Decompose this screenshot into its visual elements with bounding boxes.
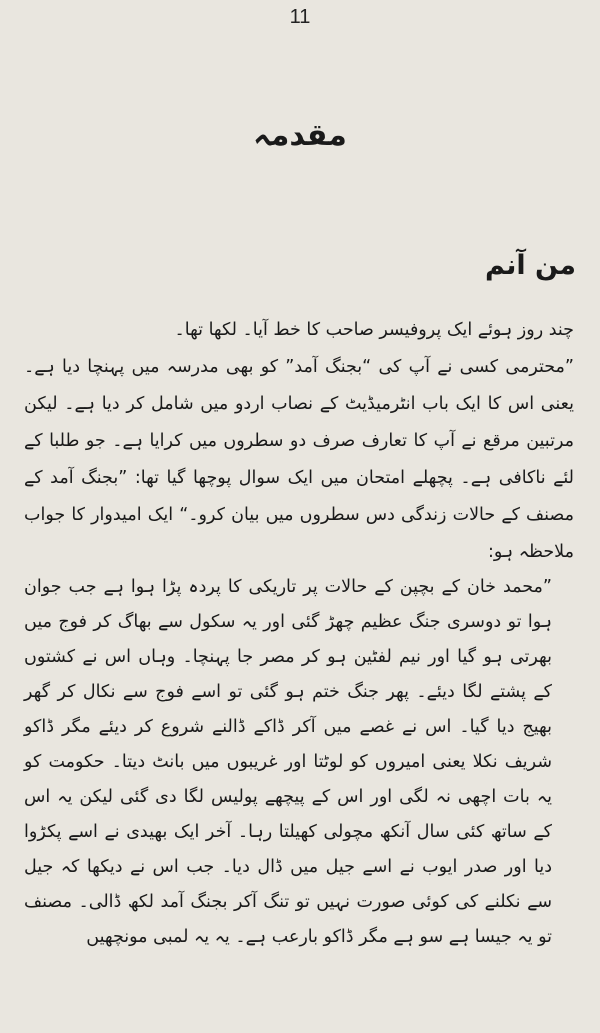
quote-paragraph: ”محمد خان کے بچپن کے حالات پر تاریکی کا پردہ پڑا ہوا ہے جب جوان ہوا تو دوسری جنگ عظیم چھڑ گئی اور یہ سکول سے بھاگ کر فوج میں بھرتی ہو گیا اور نیم لفٹین ہو کر مصر جا پہنچا۔ وہاں اس نے کشتوں کے پشتے لگا دیئے۔ پھر جنگ ختم ہو گئی تو اسے فوج سے نکال کر گھر بھیج دیا گیا۔ اس نے غصے میں آکر ڈاکے ڈالنے شروع کر دیئے مگر ڈاکو شریف نکلا یعنی امیروں کو لوٹتا اور غریبوں میں بانٹ دیتا۔ حکومت کو یہ بات اچھی نہ لگی اور اس کے پیچھے پولیس لگا دی گئی لیکن یہ اس کے ساتھ کئی سال آنکھ مچولی کھیلتا رہا۔ آخر ایک بھیدی نے اسے پکڑوا دیا اور صدر ایوب نے اسے جیل میں ڈال دیا۔ جب اس نے دیکھا کہ جیل سے نکلنے کی کوئی صورت نہیں تو تنگ آکر بجنگ آمد لکھ ڈالی۔ مصنف تو یہ جیسا ہے سو ہے مگر ڈاکو بارعب ہے۔ یہ یہ لمبی مونچھیں xyxy=(24,577,552,947)
quoted-answer xyxy=(24,570,552,955)
page-number: 11 xyxy=(289,6,311,28)
letter-paragraph: ”محترمی کسی نے آپ کی “بجنگ آمد” کو بھی مدرسہ میں پہنچا دیا ہے۔ یعنی اس کا ایک باب انٹرمیڈیٹ کے نصاب اردو میں شامل کر دیا ہے۔ لیکن مرتبین مرقع نے آپ کا تعارف صرف دو سطروں میں کرایا ہے۔ جو طلبا کے لئے ناکافی ہے۔ پچھلے امتحان میں ایک سوال پوچھا گیا تھا: ”بجنگ آمد کے مصنف کے حالات زندگی دس سطروں میں بیان کرو۔“ ایک امیدوار کا جواب ملاحظہ ہو: xyxy=(24,357,574,562)
section-heading: من آنم xyxy=(485,250,576,281)
body-text xyxy=(24,312,574,571)
chapter-title: مقدمہ xyxy=(253,118,347,153)
intro-paragraph: چند روز ہوئے ایک پروفیسر صاحب کا خط آیا۔ لکھا تھا۔ xyxy=(174,320,574,340)
